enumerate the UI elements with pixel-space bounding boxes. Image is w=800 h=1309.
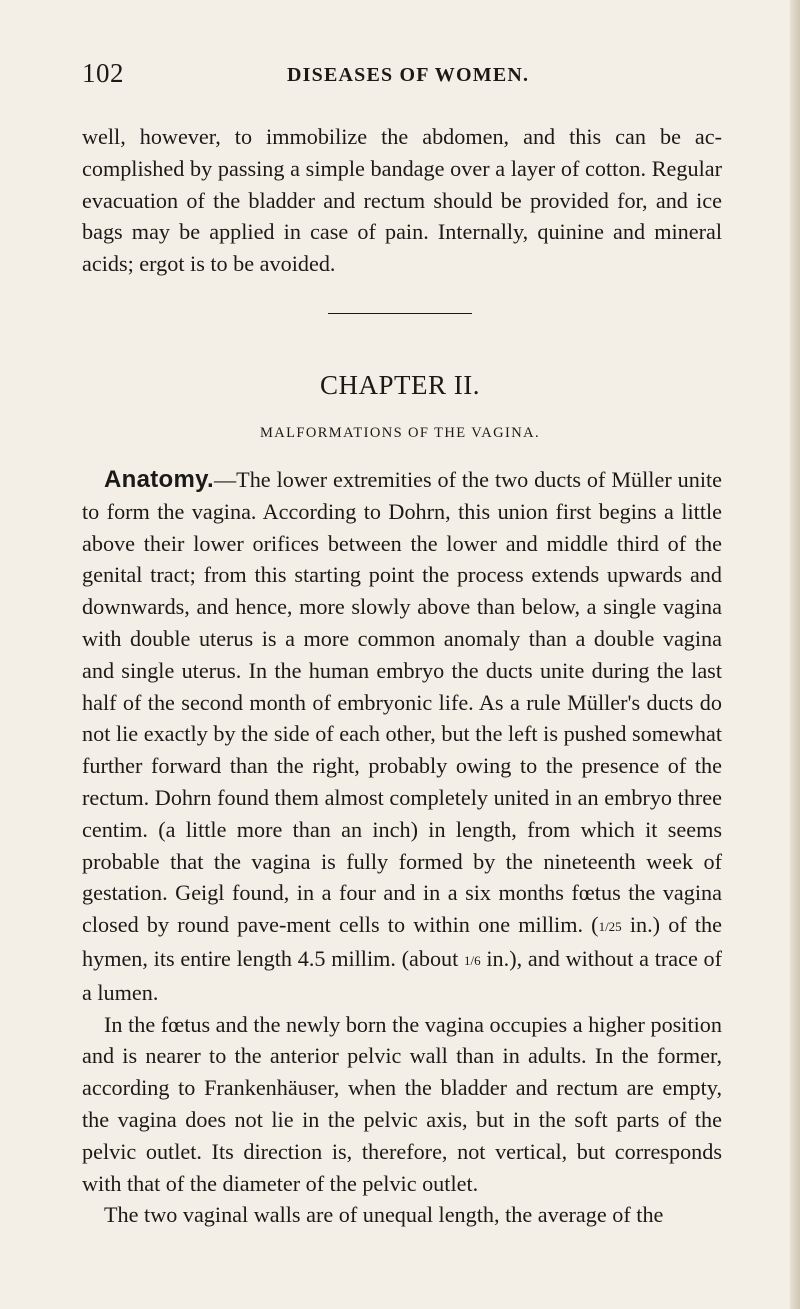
fraction: 1/25 bbox=[598, 919, 622, 935]
chapter-title: CHAPTER II. bbox=[320, 370, 480, 400]
continued-paragraph bbox=[82, 121, 722, 280]
chapter-body bbox=[82, 464, 722, 1231]
page-edge-shadow bbox=[790, 0, 800, 1309]
running-head: DISEASES OF WOMEN. bbox=[287, 64, 530, 86]
paragraph-text: —The lower extremities of the two ducts of Müller unite to form the vagina. According to Dohrn, this union first begins a little above their lower orifices between the lower and middle third of the genital tract; from this starting point the process extends upwards and downwards, and hence, more slowly above than below, a single vagina with double uterus is a more common anomaly than a double vagina and single uterus. In the human embryo the ducts unite during the last half of the second month of embryonic life. As a rule Müller's ducts do not lie exactly by the side of each other, but the left is pushed somewhat further forward than the right, probably owing to the presence of the rectum. Dohrn found them almost completely united in an embryo three centim. (a little more than an inch) in length, from which it seems probable that the vagina is fully formed by the nineteenth week of gestation. Geigl found, in a four and in a six months fœtus the vagina closed by round pave-ment cells to within one millim. ( bbox=[82, 467, 722, 938]
paragraph-text: in.), and without a trace of a lumen. bbox=[82, 945, 722, 1005]
run-in-heading: Anatomy. bbox=[104, 466, 214, 493]
section-divider bbox=[328, 313, 472, 314]
page-number: 102 bbox=[82, 58, 124, 88]
foetus-paragraph: In the fœtus and the newly born the vagina occupies a higher position and is nearer to the anterior pelvic wall than in adults. In the former, according to Frankenhäuser, when the bladder and rectum are empty, the vagina does not lie in the pelvic axis, but in the soft parts of the pelvic outlet. Its direction is, therefore, not vertical, but corresponds with that of the diameter of the pelvic outlet. bbox=[82, 1011, 722, 1196]
fraction: 1/6 bbox=[464, 952, 481, 968]
page-header bbox=[82, 58, 722, 98]
chapter-subtitle: MALFORMATIONS OF THE VAGINA. bbox=[259, 425, 541, 441]
paragraph-text: in.) of the hymen, its entire length 4.5 millim. (about bbox=[82, 912, 722, 971]
paragraph-text: well, however, to immobilize the abdomen, and this can be ac-complished by passing a simple bandage over a layer of cotton. Regular evacuation of the bladder and rectum should be provided for, and ice bags may be applied in case of pain. Internally, quinine and mineral acids; ergot is to be avoided. bbox=[82, 124, 722, 277]
anatomy-paragraph bbox=[82, 464, 722, 1009]
vaginal-walls-paragraph: The two vaginal walls are of unequal length, the average of the bbox=[104, 1202, 664, 1228]
